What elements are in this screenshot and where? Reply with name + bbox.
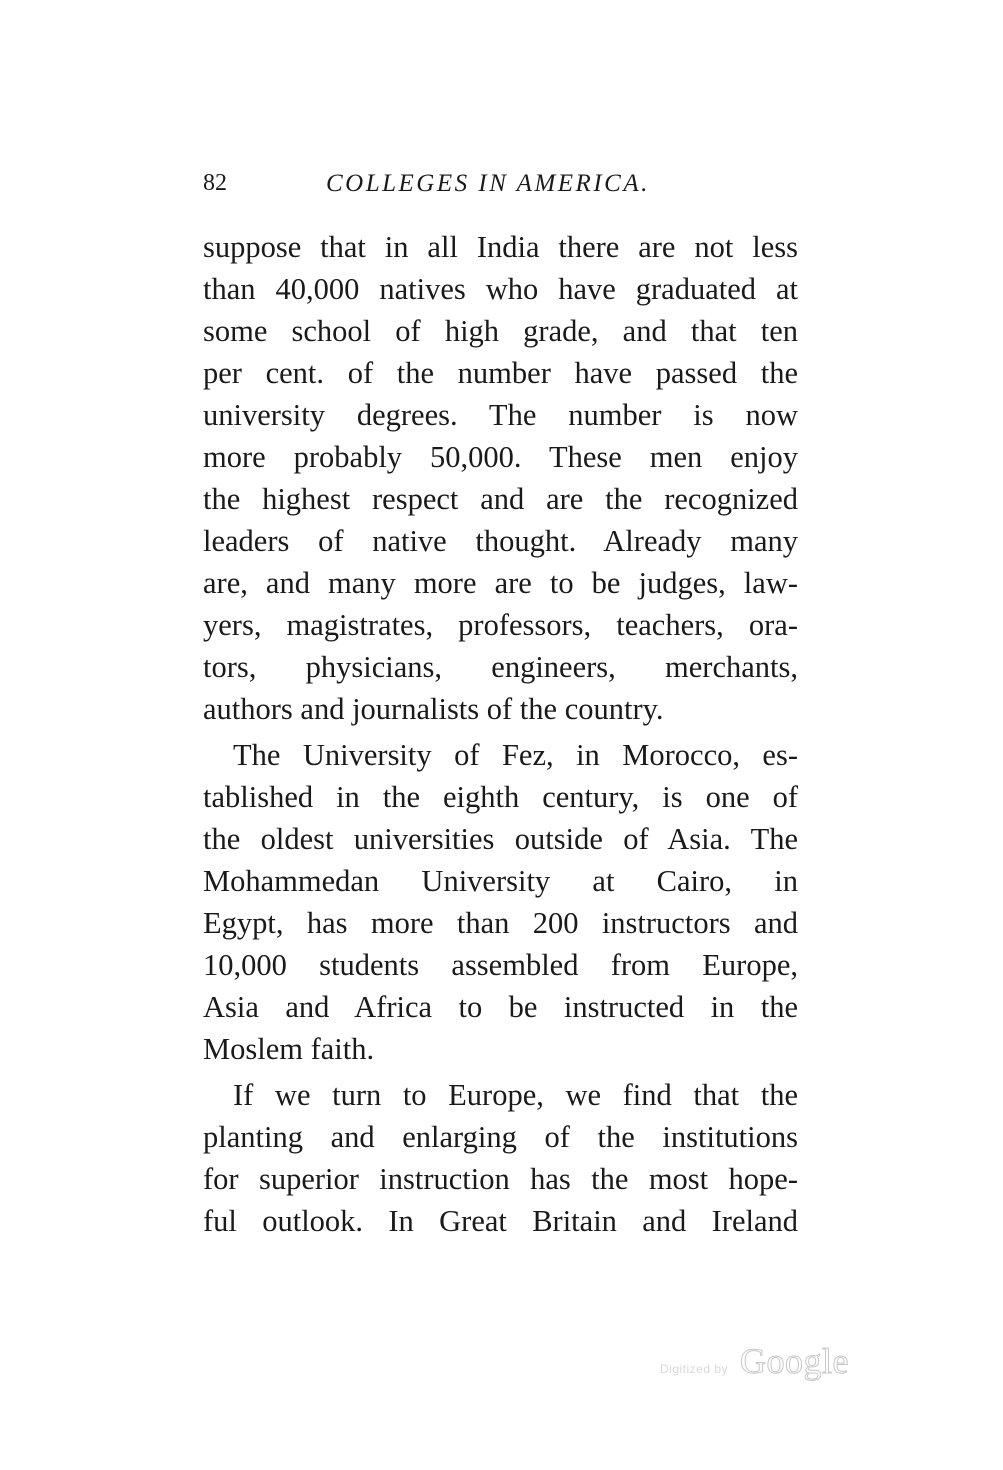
text-line: tors, physicians, engineers, merchants, [203,650,798,684]
paragraph [203,1074,798,1242]
text-line: suppose that in all India there are not less [203,230,798,264]
text-line: the oldest universities outside of Asia. The [203,822,798,856]
text-line: Moslem faith. [203,1032,375,1066]
text-line: per cent. of the number have passed the [203,356,798,390]
text-line: Mohammedan University at Cairo, in [203,864,798,898]
google-watermark [658,1340,868,1390]
text-line: If we turn to Europe, we find that the [233,1078,798,1112]
paragraph [203,734,798,1070]
text-line: authors and journalists of the country. [203,692,664,726]
text-line: ful outlook. In Great Britain and Ireland [203,1204,798,1238]
paragraph [203,226,798,730]
google-logo: Google [740,1341,849,1381]
text-line: Egypt, has more than 200 instructors and [203,906,798,940]
text-line: than 40,000 natives who have graduated at [203,272,798,306]
page-number: 82 [203,170,227,196]
running-head [203,170,803,202]
text-line: more probably 50,000. These men enjoy [203,440,798,474]
text-line: The University of Fez, in Morocco, es- [233,738,798,772]
text-line: tablished in the eighth century, is one of [203,780,798,814]
body-text [203,226,798,1242]
text-line: the highest respect and are the recognized [203,482,798,516]
running-title: COLLEGES IN AMERICA. [326,170,650,197]
text-line: some school of high grade, and that ten [203,314,798,348]
text-line: for superior instruction has the most hope- [203,1162,798,1196]
text-line: are, and many more are to be judges, law- [203,566,798,600]
text-line: 10,000 students assembled from Europe, [203,948,798,982]
text-line: Asia and Africa to be instructed in the [203,990,798,1024]
text-line: leaders of native thought. Already many [203,524,798,558]
text-line: yers, magistrates, professors, teachers, ora- [203,608,798,642]
text-line: university degrees. The number is now [203,398,798,432]
watermark-prefix: Digitized by [660,1362,729,1376]
text-line: planting and enlarging of the institutions [203,1120,798,1154]
